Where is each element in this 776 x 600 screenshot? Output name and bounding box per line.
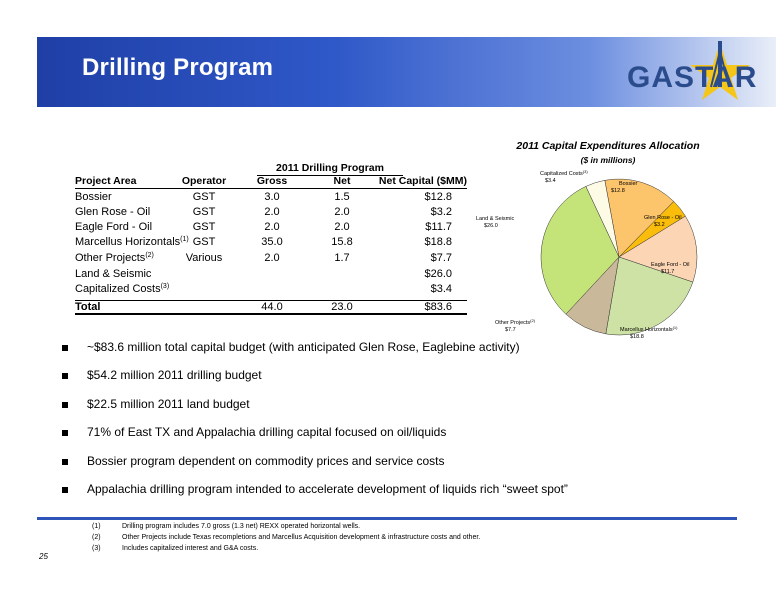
cell-operator: GST	[192, 191, 216, 203]
pie-slice-label: Marcellus Horizontals$^{(1)}$	[620, 325, 678, 333]
pie-slice-value-label: $26.0	[484, 223, 498, 229]
footnote-text: Drilling program includes 7.0 gross (1.3 net) REXX operated horizontal wells.	[122, 523, 361, 530]
table-row	[75, 252, 467, 267]
chart-title: 2011 Capital Expenditures Allocation	[516, 140, 700, 152]
pie-slice-value-label: $11.7	[661, 269, 675, 275]
table-row	[75, 206, 467, 221]
col-header-gross: Gross	[256, 175, 288, 187]
pie-slice-label: Land & Seismic	[476, 216, 515, 222]
pie-slice-footnote-ref: (3)	[582, 169, 588, 174]
cell-total-label: Total	[75, 301, 101, 313]
cell-net-capital: $26.0	[424, 268, 452, 280]
cell-operator: GST	[192, 236, 216, 248]
cell-operator: GST	[192, 206, 216, 218]
cell-net-capital: $12.8	[424, 191, 452, 203]
footnote-number: (2)	[92, 534, 101, 541]
footnote-text: Other Projects include Texas recompletions and Marcellus Acquisition development & infrastructure costs and other.	[122, 534, 481, 541]
cell-net: 1.7	[334, 252, 350, 264]
col-header-net: Net	[333, 175, 351, 187]
pie-slice-value-label: $3.2	[654, 222, 665, 228]
bullet-square-icon	[62, 430, 68, 436]
bullet-square-icon	[62, 345, 68, 351]
cell-project-area: Glen Rose - Oil	[75, 206, 151, 218]
table-row	[75, 268, 467, 283]
cell-net: 2.0	[334, 206, 350, 218]
cell-project-area: Eagle Ford - Oil	[75, 221, 153, 233]
table-row	[75, 283, 467, 298]
table-row	[75, 221, 467, 236]
cell-net-capital: $7.7	[430, 252, 452, 264]
cell-net-capital: $11.7	[425, 221, 452, 233]
pie-slice-label: Capitalized Costs$^{(3)}$	[540, 169, 588, 177]
table-total-row	[75, 300, 467, 315]
cell-total-net: 23.0	[331, 301, 353, 313]
col-header-operator: Operator	[181, 175, 227, 187]
bullet-text: Bossier program dependent on commodity prices and service costs	[87, 453, 445, 468]
footnote-ref: (2)	[145, 252, 154, 259]
footnote-text: Includes capitalized interest and G&A costs.	[122, 545, 259, 552]
footnote-ref: (3)	[160, 283, 170, 290]
pie-slice-footnote-ref: (2)	[530, 318, 536, 323]
cell-project-area: Capitalized Costs$^{(3)}$	[75, 283, 170, 295]
table-header-row	[75, 175, 467, 189]
cell-net: 2.0	[334, 221, 350, 233]
page-title: Drilling Program	[82, 54, 274, 81]
cell-project-area: Marcellus Horizontals$^{(1)}$	[75, 236, 189, 248]
pie-slice-label: Bossier	[619, 181, 638, 187]
bullet-text: $54.2 million 2011 drilling budget	[87, 368, 262, 383]
cell-project-area: Bossier	[75, 191, 112, 203]
pie-slice-footnote-ref: (1)	[672, 325, 678, 330]
chart-subtitle: ($ in millions)	[580, 155, 636, 165]
cell-total-gross: 44.0	[261, 301, 283, 313]
cell-gross: 2.0	[264, 221, 280, 233]
gastar-logo	[603, 37, 776, 107]
cell-operator: Various	[185, 252, 223, 264]
cell-total-capital: $83.6	[424, 301, 452, 313]
pie-slice-label: Eagle Ford - Oil	[651, 262, 690, 268]
bullet-square-icon	[62, 373, 68, 379]
cell-project-area: Land & Seismic	[75, 268, 152, 280]
table-row	[75, 191, 467, 206]
cell-gross: 2.0	[264, 252, 280, 264]
cell-net-capital: $3.2	[430, 206, 452, 218]
title-banner	[37, 37, 776, 107]
logo-wordmark: GASTAR	[627, 61, 758, 94]
bullet-text: $22.5 million 2011 land budget	[87, 396, 250, 411]
capex-pie-chart	[470, 168, 746, 343]
pie-slice-value-label: $7.7	[505, 327, 516, 333]
bullet-square-icon	[62, 459, 68, 465]
pie-slice-label: Other Projects$^{(2)}$	[495, 318, 536, 326]
cell-gross: 2.0	[264, 206, 280, 218]
cell-net-capital: $3.4	[430, 283, 452, 295]
cell-net: 15.8	[331, 236, 353, 248]
pie-slice-value-label: $18.8	[630, 334, 644, 340]
pie-slice-value-label: $12.8	[611, 188, 625, 194]
bullet-text: 71% of East TX and Appalachia drilling capital focused on oil/liquids	[87, 425, 447, 440]
cell-net: 1.5	[334, 191, 350, 203]
cell-gross: 35.0	[261, 236, 283, 248]
cell-gross: 3.0	[264, 191, 280, 203]
footnote-ref: (1)	[180, 236, 189, 243]
pie-slice-value-label: $3.4	[545, 178, 556, 184]
table-row	[75, 236, 467, 251]
pie-slice-label: Glen Rose - Oil	[644, 215, 682, 221]
cell-operator: GST	[192, 221, 216, 233]
bullet-square-icon	[62, 487, 68, 493]
cell-net-capital: $18.8	[424, 236, 452, 248]
bullet-text: ~$83.6 million total capital budget (with anticipated Glen Rose, Eaglebine activity)	[87, 340, 520, 354]
bullet-square-icon	[62, 402, 68, 408]
footnote-number: (3)	[92, 545, 101, 552]
page-number: 25	[39, 552, 48, 561]
col-header-project-area: Project Area	[75, 175, 137, 187]
footnote-number: (1)	[92, 523, 101, 530]
cell-project-area: Other Projects$^{(2)}$	[75, 252, 154, 264]
bullet-text: Appalachia drilling program intended to accelerate development of liquids rich “sweet spot”	[87, 482, 568, 496]
footer-rule	[37, 517, 737, 520]
col-header-net-capital: Net Capital ($MM)	[378, 175, 467, 187]
table-group-header: 2011 Drilling Program	[257, 162, 403, 176]
